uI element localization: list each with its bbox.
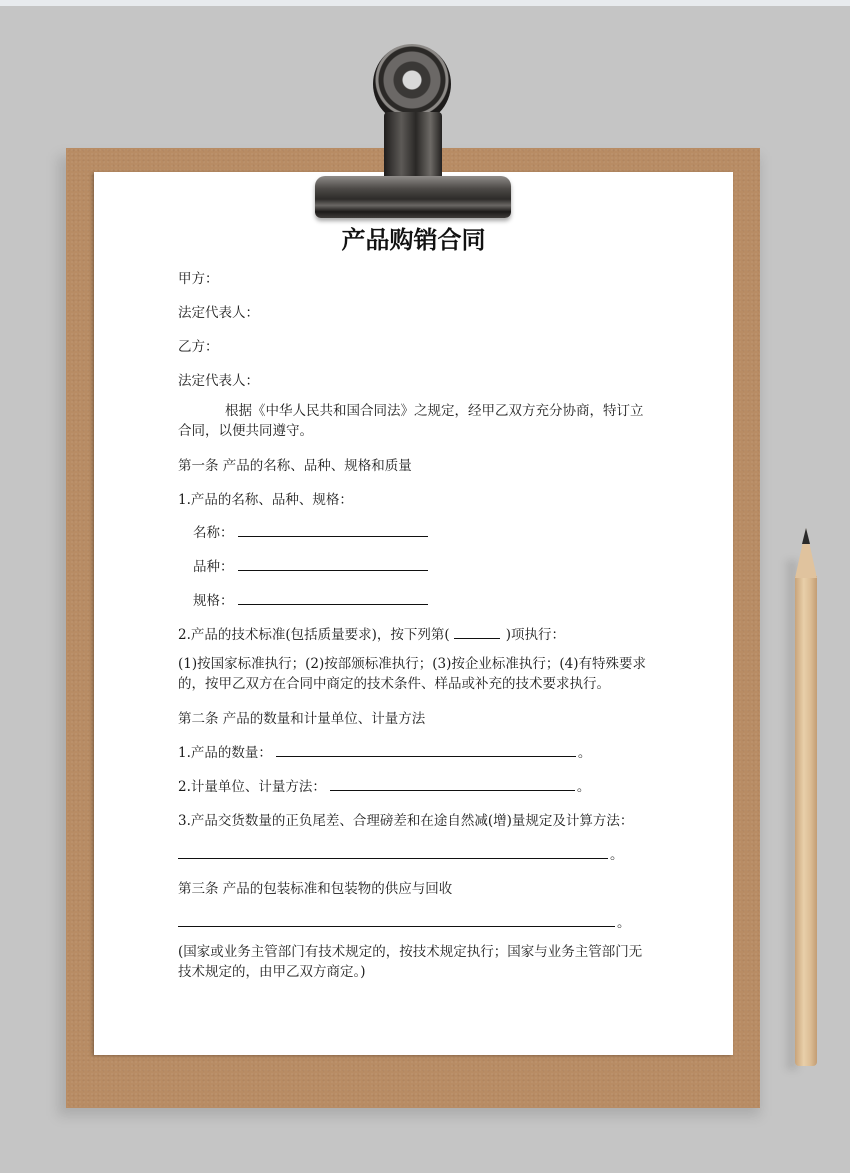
variety-field-blank[interactable]	[238, 557, 428, 571]
quantity-label: 1.产品的数量：	[178, 745, 272, 761]
spec-field-row	[193, 589, 428, 609]
item-2-suffix: )项执行：	[505, 627, 565, 643]
period: 。	[617, 915, 631, 931]
party-b-representative-label: 法定代表人：	[178, 373, 259, 389]
name-field-label: 名称：	[193, 525, 234, 541]
binder-clip-neck	[384, 112, 442, 184]
party-a-label: 甲方：	[178, 271, 219, 287]
measurement-blank[interactable]	[330, 777, 575, 791]
packaging-note: (国家或业务主管部门有技术规定的，按技术规定执行；国家与业务主管部门无技术规定的，由甲乙双方商定。)	[178, 944, 643, 980]
period: 。	[576, 779, 591, 795]
period: 。	[577, 745, 592, 761]
pencil-lead	[802, 528, 810, 544]
period: 。	[610, 847, 624, 863]
tolerance-row	[178, 843, 624, 863]
document-title: 产品购销合同	[341, 226, 486, 254]
party-a-representative-label: 法定代表人：	[178, 305, 259, 321]
article-3-heading: 第三条 产品的包装标准和包装物的供应与回收	[178, 881, 453, 897]
article-1-item-2	[178, 623, 565, 643]
spec-field-blank[interactable]	[238, 591, 428, 605]
quantity-blank[interactable]	[276, 743, 576, 757]
variety-field-label: 品种：	[193, 559, 234, 575]
article-2-heading: 第二条 产品的数量和计量单位、计量方法	[178, 711, 426, 727]
binder-clip-icon	[315, 176, 511, 218]
top-strip	[0, 0, 850, 6]
standard-options-paragraph: (1)按国家标准执行；(2)按部颁标准执行；(3)按企业标准执行；(4)有特殊要求的，按甲乙双方在合同中商定的技术条件、样品或补充的技术要求执行。	[178, 656, 646, 692]
measurement-row	[178, 775, 590, 795]
party-b-label: 乙方：	[178, 339, 219, 355]
preamble-paragraph: 根据《中华人民共和国合同法》之规定，经甲乙双方充分协商，特订立合同，以便共同遵守。	[178, 403, 644, 439]
quantity-row	[178, 741, 591, 761]
standard-option-blank[interactable]	[454, 625, 500, 639]
tolerance-blank[interactable]	[178, 845, 608, 859]
packaging-row	[178, 911, 631, 931]
packaging-blank[interactable]	[178, 913, 615, 927]
variety-field-row	[193, 555, 428, 575]
spec-field-label: 规格：	[193, 593, 234, 609]
measurement-label: 2.计量单位、计量方法：	[178, 779, 326, 795]
pencil-icon	[795, 576, 817, 1066]
article-1-item-1: 1.产品的名称、品种、规格：	[178, 492, 353, 508]
name-field-row	[193, 521, 428, 541]
article-1-heading: 第一条 产品的名称、品种、规格和质量	[178, 458, 412, 474]
tolerance-label: 3.产品交货数量的正负尾差、合理磅差和在途自然减(增)量规定及计算方法：	[178, 813, 634, 829]
item-2-prefix: 2.产品的技术标准(包括质量要求)，按下列第(	[178, 627, 450, 643]
name-field-blank[interactable]	[238, 523, 428, 537]
